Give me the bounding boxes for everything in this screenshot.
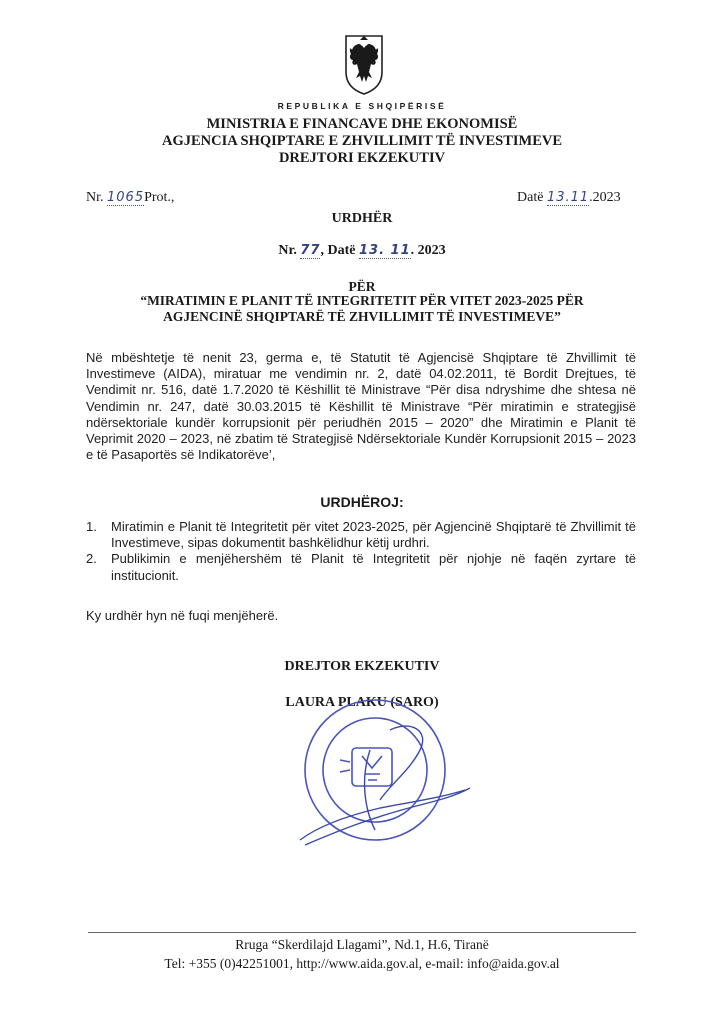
protocol-number — [86, 190, 174, 206]
list-item-number: 1. — [86, 519, 97, 534]
subject-per: PËR — [348, 279, 376, 294]
order-items-list — [86, 519, 636, 584]
footer-contact: Tel: +355 (0)42251001, http://www.aida.gov.al, e-mail: info@aida.gov.al — [164, 956, 560, 971]
list-item-text: Miratimin e Planit të Integritetit për vitet 2023-2025, për Agjencinë Shqiptarë të Zhvillimit të Investimeve, sipas dokumentit bashkëlidhur këtij urdhri. — [111, 519, 636, 551]
nr-label: Nr. — [86, 190, 104, 205]
signatory-role: DREJTOR EKZEKUTIV — [284, 659, 440, 674]
order-date-year: . 2023 — [410, 243, 446, 258]
closing-statement: Ky urdhër hyn në fuqi menjëherë. — [86, 608, 279, 623]
list-item — [86, 519, 636, 551]
agency-name: AGJENCIA SHQIPTARE E ZHVILLIMIT TË INVESTIMEVE — [161, 133, 563, 149]
directorate-name: DREJTORI EKZEKUTIV — [278, 150, 446, 166]
order-heading: URDHËROJ: — [320, 494, 404, 510]
document-title: URDHËR — [331, 211, 393, 226]
protocol-date — [517, 190, 621, 206]
legal-basis-paragraph: Në mbështetje të nenit 23, germa e, të Statutit të Agjencisë Shqiptare të Zhvillimit të Investimeve (AIDA), miratuar me vendimin nr. 2, datë 04.02.2011, të Bordit Drejtues, të Vendimit nr. 516, datë 1.7.2020 të Këshillit të Ministrave “Për disa ndryshime dhe shtesa në Vendimin nr. 247, datë 30.03.2015 të Këshillit të Ministrave “Për miratimin e strategjisë ndërsektoriale kundër korrupsionit për periudhën 2015 – 2020” dhe Miratimin e Planit të Veprimit 2020 – 2023, në zbatim të Strategjisë Ndërsektoriale Kundër Korrupsionit 2015 – 2023 e të Pasaportës së Indikatorëve’, — [86, 350, 636, 463]
list-item-number: 2. — [86, 551, 97, 567]
date-year: .2023 — [589, 190, 621, 205]
footer-address: Rruga “Skerdilajd Llagami”, Nd.1, H.6, Tiranë — [235, 937, 489, 952]
protocol-date-handwritten: 13.11 — [546, 190, 590, 205]
order-number-line — [0, 243, 724, 259]
signatory-name: LAURA PLAKU (SARO) — [285, 695, 439, 710]
footer-divider — [88, 932, 636, 933]
list-item-text: Publikimin e menjëhershëm të Planit të Integritetit për njohje në faqën zyrtare të institucionit. — [111, 551, 636, 583]
order-date-handwritten: 13. 11 — [358, 243, 411, 258]
date-label: Datë — [517, 190, 544, 205]
order-date-label: , Datë — [320, 243, 356, 258]
ministry-name: MINISTRIA E FINANCAVE DHE EKONOMISË — [206, 116, 518, 132]
list-item — [86, 551, 636, 583]
order-nr-label: Nr. — [278, 243, 297, 258]
order-number-handwritten: 77 — [300, 243, 321, 258]
subject-line-2: AGJENCINË SHQIPTARË TË ZHVILLIMIT TË INVESTIMEVE” — [163, 309, 561, 324]
official-stamp — [280, 690, 490, 890]
subject-line-1: “MIRATIMIN E PLANIT TË INTEGRITETIT PËR VITET 2023-2025 PËR — [140, 293, 584, 308]
republic-label: REPUBLIKA E SHQIPËRISË — [277, 101, 447, 111]
protocol-number-handwritten: 1065 — [107, 190, 145, 205]
coat-of-arms-icon — [340, 28, 388, 96]
prot-label: Prot., — [144, 190, 175, 205]
